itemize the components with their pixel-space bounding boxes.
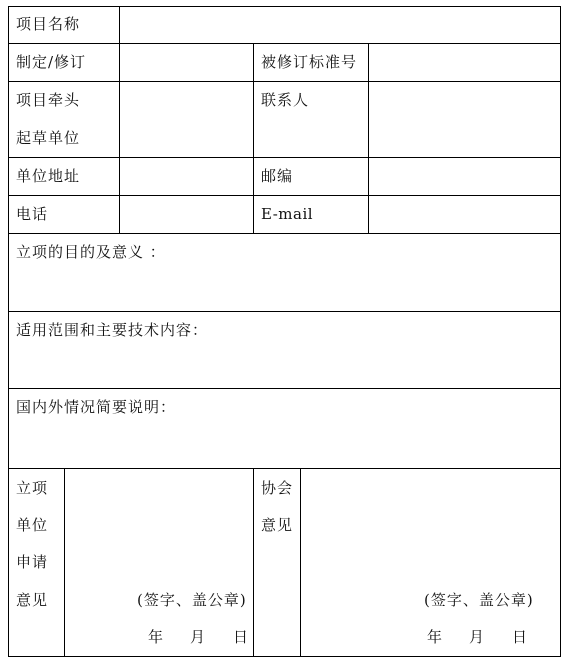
purpose-label: 立项的目的及意义 ： (16, 243, 166, 261)
applicant-opinion-label-4: 意见 (16, 591, 49, 609)
applicant-sign-stamp: (签字、盖公章) (137, 591, 247, 609)
applicant-opinion-label-3: 申请 (16, 553, 49, 571)
revise-label: 制定/修订 (16, 53, 87, 71)
contact-label: 联系人 (261, 91, 310, 109)
lead-unit-label-line2: 起草单位 (16, 129, 81, 147)
revise-field[interactable] (120, 44, 253, 81)
rule-left (8, 6, 9, 657)
postcode-label: 邮编 (261, 167, 294, 185)
association-opinion-label-2: 意见 (261, 516, 294, 534)
association-date-year: 年 (427, 628, 444, 646)
applicant-date-day: 日 (233, 628, 250, 646)
address-label: 单位地址 (16, 167, 81, 185)
postcode-field[interactable] (369, 158, 560, 195)
association-opinion-label-1: 协会 (261, 479, 294, 497)
revised-std-no-label: 被修订标准号 (261, 53, 358, 71)
rule-opinion-col-2 (253, 468, 254, 657)
phone-field[interactable] (120, 196, 253, 233)
email-label: E-mail (261, 205, 314, 223)
rule-mid-col-a (253, 43, 254, 234)
rule-right (560, 6, 561, 657)
rule-row6 (8, 311, 561, 312)
scope-field[interactable] (9, 340, 560, 387)
rule-row7 (8, 388, 561, 389)
purpose-field[interactable] (9, 262, 560, 310)
phone-label: 电话 (16, 205, 49, 223)
applicant-opinion-field[interactable] (65, 469, 253, 587)
scope-label: 适用范围和主要技术内容： (16, 321, 209, 339)
association-opinion-field[interactable] (301, 469, 560, 587)
overview-field[interactable] (9, 418, 560, 467)
rule-bottom (8, 656, 561, 657)
project-name-label: 项目名称 (16, 15, 81, 33)
applicant-opinion-label-2: 单位 (16, 516, 49, 534)
association-date-month: 月 (469, 628, 486, 646)
lead-unit-field[interactable] (120, 82, 253, 157)
lead-unit-label-line1: 项目牵头 (16, 91, 81, 109)
applicant-date-year: 年 (148, 628, 165, 646)
project-name-field[interactable] (120, 7, 560, 43)
association-date-day: 日 (512, 628, 529, 646)
revised-std-no-field[interactable] (369, 44, 560, 81)
overview-label: 国内外情况简要说明： (16, 398, 177, 416)
contact-field[interactable] (369, 82, 560, 157)
email-field[interactable] (369, 196, 560, 233)
rule-row5 (8, 233, 561, 234)
applicant-opinion-label-1: 立项 (16, 479, 49, 497)
association-sign-stamp: (签字、盖公章) (424, 591, 534, 609)
applicant-date-month: 月 (190, 628, 207, 646)
address-field[interactable] (120, 158, 253, 195)
